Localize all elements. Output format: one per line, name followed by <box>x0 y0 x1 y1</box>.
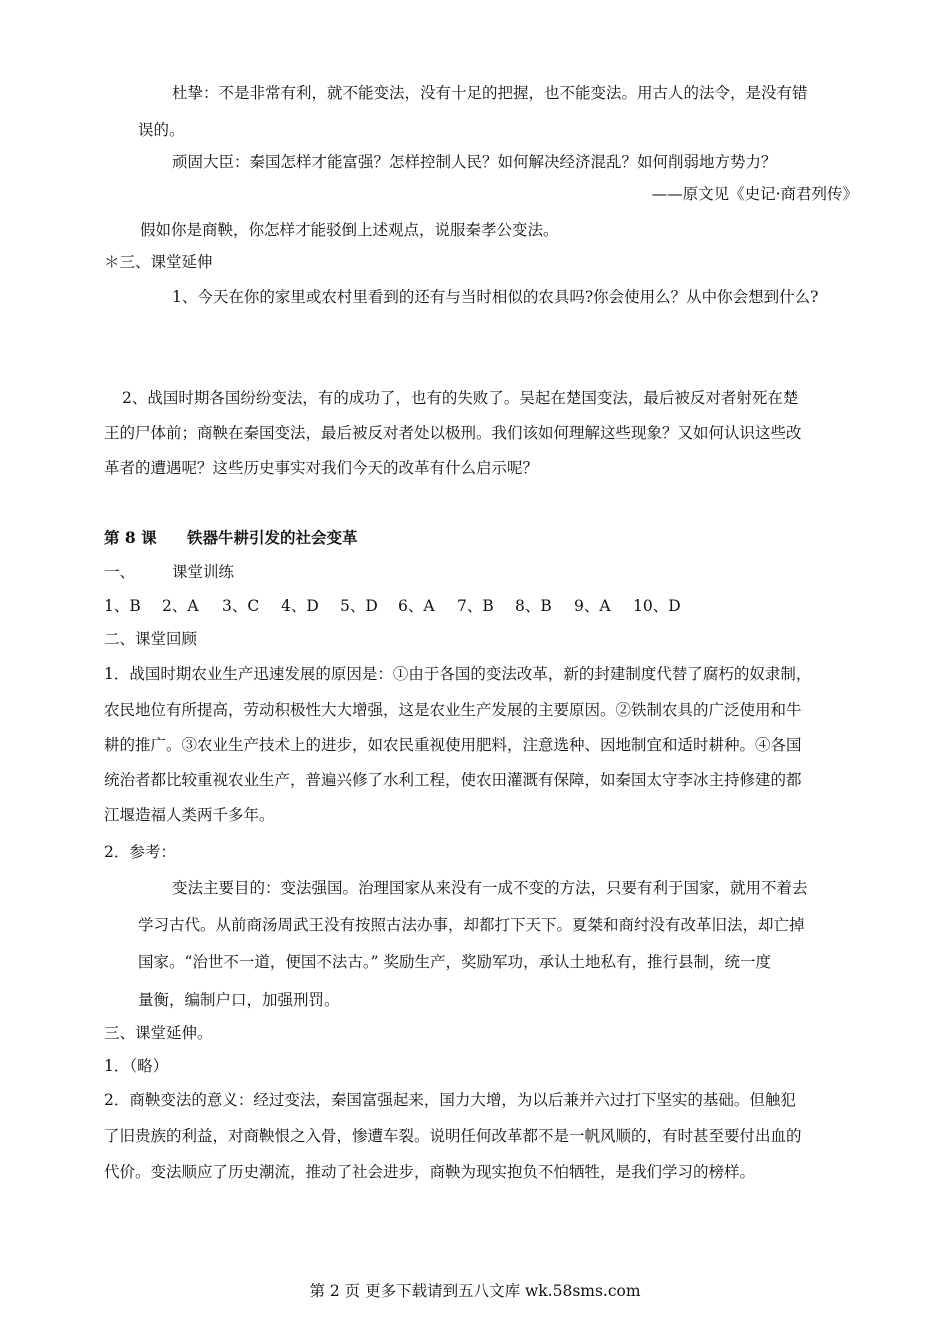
review-paragraph-2-line-3: 国家。“治世不一道，便国不法古。” 奖励生产，奖励军功，承认土地私有，推行县制，统一度 <box>138 953 772 971</box>
answer-item: 6、A <box>398 597 435 615</box>
dialogue-duzhi-line-2: 误的。 <box>138 121 185 139</box>
extension-b-item-2-line-1: 2．商鞅变法的意义：经过变法，秦国富强起来，国力大增，为以后兼并六过打下坚实的基础。但触犯 <box>104 1091 796 1109</box>
training-heading-number: 一、 <box>104 563 136 581</box>
lesson-number: 第 8 课 <box>104 528 157 547</box>
review-paragraph-1-line-3: 耕的推广。③农业生产技术上的进步，如农民重视使用肥料，注意选种、因地制宜和适时耕种。④各国 <box>104 736 802 754</box>
answer-item: 8、B <box>515 597 552 615</box>
review-paragraph-2-line-1: 变法主要目的：变法强国。治理国家从来没有一成不变的方法，只要有利于国家，就用不着去 <box>172 879 808 897</box>
extension-b-item-1: 1．（略） <box>104 1057 169 1075</box>
answer-item: 10、D <box>633 597 681 615</box>
extension-b-heading: 三、课堂延伸。 <box>104 1024 213 1042</box>
answer-item: 7、B <box>457 597 494 615</box>
answer-item: 1、B <box>104 597 141 615</box>
dialogue-question: 假如你是商鞅，你怎样才能驳倒上述观点，说服秦孝公变法。 <box>140 221 559 239</box>
answer-item: 9、A <box>574 597 611 615</box>
answer-item: 5、D <box>340 597 378 615</box>
training-heading-text: 课堂训练 <box>172 563 235 581</box>
page-footer: 第 2 页 更多下载请到五八文库 wk.58sms.com <box>309 1282 641 1300</box>
review-paragraph-2-line-2: 学习古代。从前商汤周武王没有按照古法办事，却都打下天下。夏桀和商纣没有改革旧法，却亡掉 <box>138 916 805 934</box>
extension-a-question-2-line-1: 2、战国时期各国纷纷变法，有的成功了，也有的失败了。吴起在楚国变法，最后被反对者射死在楚 <box>122 389 799 407</box>
extension-a-heading: ＊三、课堂延伸 <box>104 253 213 271</box>
review-heading: 二、课堂回顾 <box>104 630 198 648</box>
dialogue-duzhi-line-1: 杜挚：不是非常有利，就不能变法，没有十足的把握，也不能变法。用古人的法令，是没有错 <box>172 84 808 102</box>
extension-a-question-2-line-2: 王的尸体前；商鞅在秦国变法，最后被反对者处以极刑。我们该如何理解这些现象？又如何认识这些改 <box>104 424 802 442</box>
review-paragraph-1-line-5: 江堰造福人类两千多年。 <box>104 806 275 824</box>
extension-a-question-1: 1、今天在你的家里或农村里看到的还有与当时相似的农具吗?你会使用么？从中你会想到什么? <box>172 288 819 306</box>
dialogue-minister: 顽固大臣：秦国怎样才能富强？怎样控制人民？如何解决经济混乱？如何削弱地方势力？ <box>172 153 777 171</box>
extension-b-item-2-line-3: 代价。变法顺应了历史潮流，推动了社会进步，商鞅为现实抱负不怕牺牲，是我们学习的榜样。 <box>104 1163 756 1181</box>
answer-item: 4、D <box>281 597 319 615</box>
review-paragraph-1-line-2: 农民地位有所提高，劳动积极性大大增强，这是农业生产发展的主要原因。②铁制农具的广泛使用和牛 <box>104 701 802 719</box>
review-paragraph-2-line-4: 量衡，编制户口，加强刑罚。 <box>138 991 340 1009</box>
dialogue-source: ——原文见《史记·商君列传》 <box>651 185 858 203</box>
review-paragraph-2-label: 2．参考： <box>104 843 176 861</box>
answer-item: 2、A <box>162 597 199 615</box>
lesson-title: 铁器牛耕引发的社会变革 <box>187 528 358 547</box>
review-paragraph-1-line-1: 1．战国时期农业生产迅速发展的原因是：①由于各国的变法改革，新的封建制度代替了腐朽的奴隶制， <box>104 665 812 683</box>
extension-a-question-2-line-3: 革者的遭遇呢？这些历史事实对我们今天的改革有什么启示呢？ <box>104 459 539 477</box>
answer-item: 3、C <box>222 597 260 615</box>
review-paragraph-1-line-4: 统治者都比较重视农业生产，普遍兴修了水利工程，使农田灌溉有保障，如秦国太守李冰主持修建的都 <box>104 771 802 789</box>
extension-b-item-2-line-2: 了旧贵族的利益，对商鞅恨之入骨，惨遭车裂。说明任何改革都不是一帆风顺的，有时甚至要付出血的 <box>104 1127 802 1145</box>
